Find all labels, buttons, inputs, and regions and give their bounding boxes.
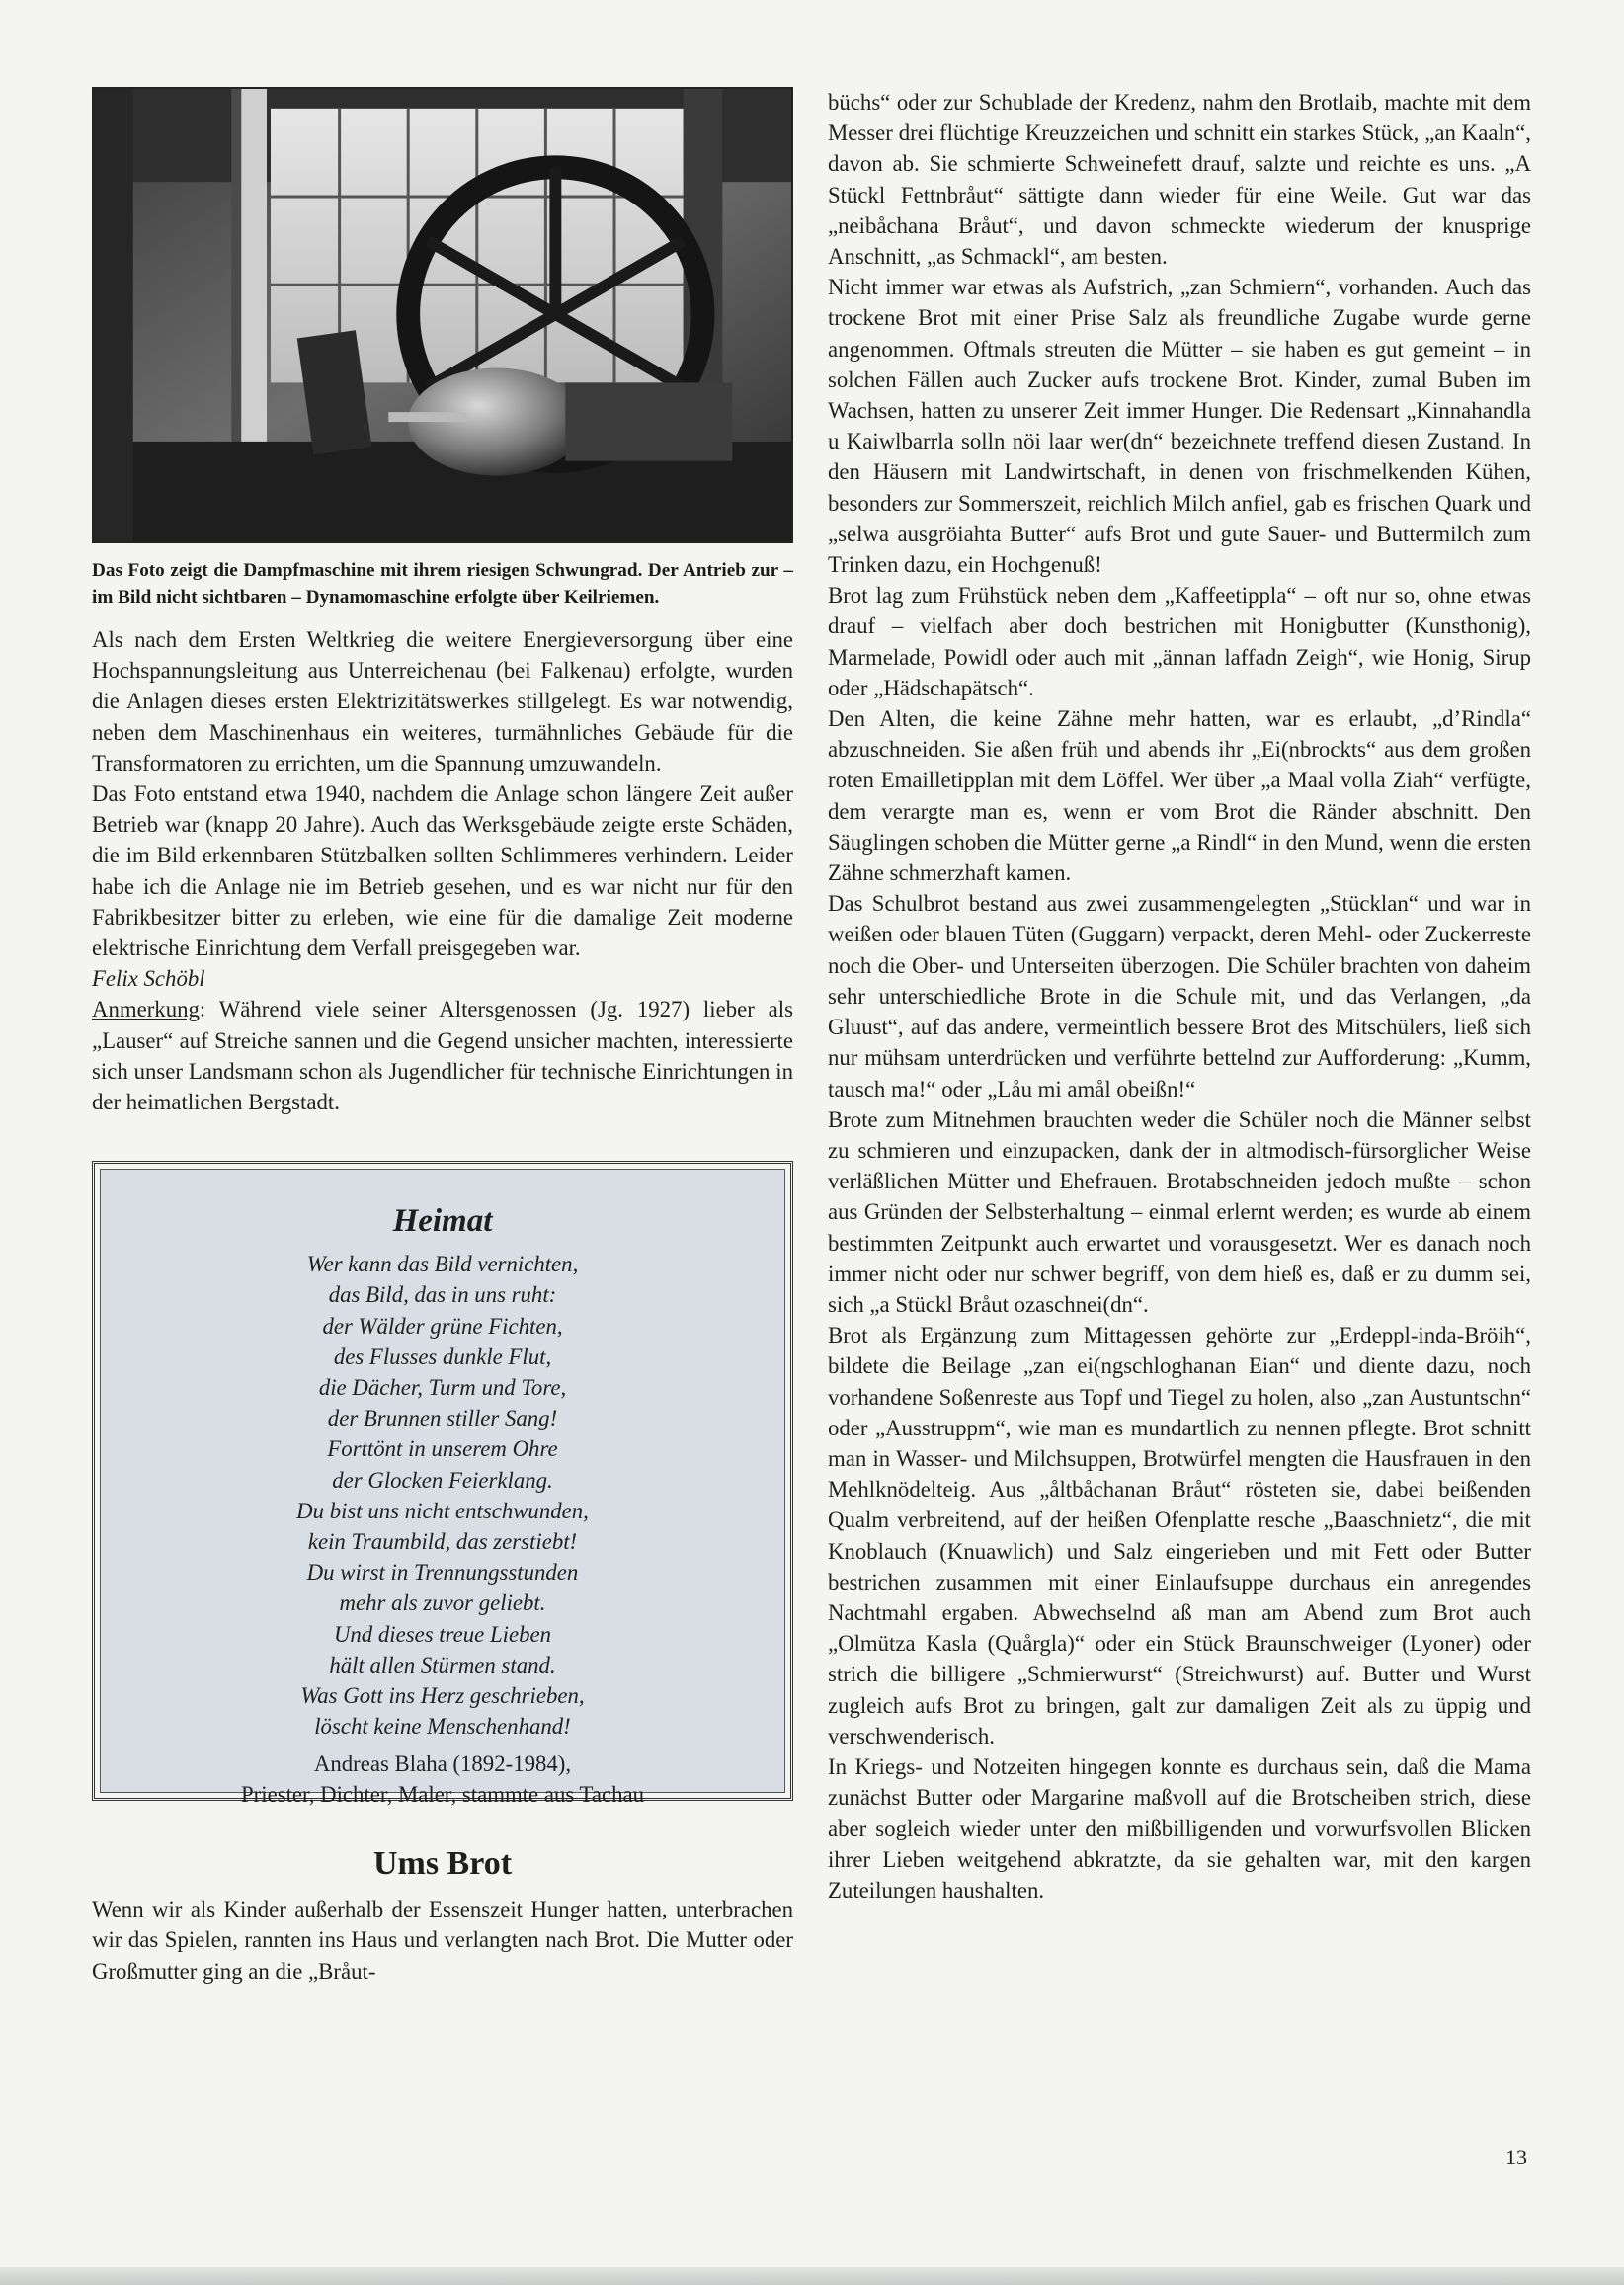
poem-line: Du bist uns nicht entschwunden, xyxy=(296,1498,589,1523)
paragraph: Das Schulbrot bestand aus zwei zusammengelegten „Stücklan“ und war in weißen oder blauen Tüten (Guggarn) verpackt, deren Mehl- oder Zuckerreste noch die Ober- und Unterseiten überzogen. Die Schüler brachten von daheim sehr unterschiedliche Brote in die Schule mit, und das Verlangen, „da Gluust“, auf das andere, vermeintlich bessere Brot des Mitschülers, ließ sich nur mühsam unterdrücken und verführte bettelnd zur Aufforderung: „Kumm, tausch ma!“ oder „Låu mi amål obeißn!“ xyxy=(828,891,1531,1102)
left-column xyxy=(92,87,793,1987)
poem-box xyxy=(92,1161,793,1807)
poem-line: löscht keine Menschenhand! xyxy=(314,1714,571,1740)
poem-line: der Wälder grüne Fichten, xyxy=(322,1313,563,1339)
poem-author xyxy=(101,1749,784,1810)
poem-line: Und dieses treue Lieben xyxy=(333,1621,552,1647)
paragraph: Als nach dem Ersten Weltkrieg die weitere Energieversorgung über eine Hochspannungsleitung aus Unterreichenau (bei Falkenau) erfolgte, wurden die Anlagen dieses ersten Elektrizitätswerkes stillgelegt. Es war notwendig, neben dem Maschinenhaus ein weiteres, turmähnliches Gebäude für die Transformatoren zu errichten, um die Spannung umzuwandeln. xyxy=(92,627,793,775)
poem-line: Wer kann das Bild vernichten, xyxy=(306,1252,579,1277)
article-intro xyxy=(92,1894,793,1987)
annotation-paragraph xyxy=(92,994,793,1117)
poem-line: mehr als zuvor geliebt. xyxy=(339,1591,546,1616)
paragraph: Den Alten, die keine Zähne mehr hatten, war es erlaubt, „d’Rindla“ abzuschneiden. Sie aßen früh und abends ihr „Ei(nbrockts“ aus dem großen roten Emailletipplan mit dem Löffel. Wer über „a Maal volla Ziah“ verfügte, dem verargte man es, wenn er vom Brot die Ränder abschnitt. Den Säuglingen schoben die Mütter gerne „a Rindl“ in den Mund, wenn die ersten Zähne schmerzhaft kamen. xyxy=(828,706,1531,886)
paragraph: Das Foto entstand etwa 1940, nachdem die Anlage schon längere Zeit außer Betrieb war (knapp 20 Jahre). Auch das Werksgebäude zeigte erste Schäden, die im Bild erkennbaren Stützbalken sollten Schlimmeres verhindern. Leider habe ich die Anlage nie im Betrieb gesehen, und es war nicht nur für den Fabrikbesitzer bitter zu erleben, wie eine für die damalige Zeit moderne elektrische Einrichtung dem Verfall preisgegeben war. xyxy=(92,781,793,961)
annotation-text: : Während viele seiner Altersgenossen (Jg. 1927) lieber als „Lauser“ auf Streiche sannen und die Gegend unsicher machten, interessierte sich unser Landsmann schon als Jugendlicher für technische Einrichtungen in der heimatlichen Bergstadt. xyxy=(92,997,793,1115)
annotation-label: Anmerkung xyxy=(92,997,200,1022)
poem-line: die Dächer, Turm und Tore, xyxy=(318,1375,567,1401)
poem-author-name: Andreas Blaha (1892-1984), xyxy=(313,1751,572,1776)
poem-line: Was Gott ins Herz geschrieben, xyxy=(300,1683,585,1709)
article-title: Ums Brot xyxy=(372,1845,513,1883)
paragraph: büchs“ oder zur Schublade der Kredenz, nahm den Brotlaib, machte mit dem Messer drei flüchtige Kreuzzeichen und schnitt ein starkes Stück, „an Kaaln“, davon ab. Sie schmierte Schweinefett drauf, salzte und reichte es uns. „A Stückl Fettnbråut“ sättigte dann wieder für eine Weile. Gut war das „neibåchana Bråut“, und davon schmeckte wiederum der knusprige Anschnitt, „as Schmackl“, am besten. xyxy=(828,90,1531,270)
poem-line: hält allen Stürmen stand. xyxy=(329,1652,556,1677)
paragraph: Wenn wir als Kinder außerhalb der Essenszeit Hunger hatten, unterbrachen wir das Spielen, rannten ins Haus und verlangten nach Brot. Die Mutter oder Großmutter ging an die „Bråut- xyxy=(92,1897,793,1984)
poem-line: kein Traumbild, das zerstiebt! xyxy=(307,1529,578,1555)
steam-engine-photo-image xyxy=(94,89,791,541)
poem-line: des Flusses dunkle Flut, xyxy=(333,1344,552,1369)
page-number: 13 xyxy=(1505,2145,1527,2169)
page-bottom-edge xyxy=(0,2267,1624,2285)
poem-title: Heimat xyxy=(392,1203,493,1240)
article-energy-text xyxy=(92,624,793,1117)
paragraph: In Kriegs- und Notzeiten hingegen konnte es durchaus sein, daß die Mama zunächst Butter oder Margarine maßvoll auf die Brotscheiben strich, diese aber sogleich wieder unter den mißbilligenden und vorwurfsvollen Blicken ihrer Lieben weitgehend abkratzte, da sie gehalten war, mit den kargen Zuteilungen haushalten. xyxy=(828,1754,1531,1903)
paragraph: Nicht immer war etwas als Aufstrich, „zan Schmiern“, vorhanden. Auch das trockene Brot mit einer Prise Salz als freundliche Zugabe wurde gerne angenommen. Oftmals streuten die Mütter – sie haben es gut gemeint – in solchen Fällen auch Zucker aufs trockene Brot. Kinder, zumal Buben im Wachsen, hatten zu unserer Zeit immer Hunger. Die Redensart „Kinnahandla u Kaiwlbarrla solln nöi laar wer(dn“ bezeichnete treffend diesen Zustand. In den Häusern mit Landwirtschaft, in denen von frischmelkenden Kühen, besonders zur Sommerszeit, reichlich Milch anfiel, gab es frischen Quark und „selwa ausgröiahta Butter“ aufs Brot und gute Sauer- und Buttermilch zum Trinken dazu, ein Hochgenuß! xyxy=(828,275,1531,578)
author-signature: Felix Schöbl xyxy=(92,966,205,992)
poem-line: Forttönt in unserem Ohre xyxy=(327,1436,558,1462)
paragraph: Brot als Ergänzung zum Mittagessen gehörte zur „Erdeppl-inda-Bröih“, bildete die Beilage „zan ei(ngschloghanan Eian“ und diente dazu, noch vorhandene Soßenreste aus Topf und Tiegel zu holen, also „zan Austuntschn“ oder „Ausstruppm“, wie man es mundartlich zu nennen pflegte. Brot schnitt man in Wasser- und Milchsuppen, Brotwürfel mengten die Hausfrauen in den Mehlknödelteig. Aus „åltbåchanan Bråut“ rösteten sie, dabei beißenden Qualm verbreitend, auf der heißen Ofenplatte resche „Baaschnietz“, die mit Knoblauch (Knuawlich) und Salz eingerieben und mit Fett oder Butter bestrichen zusammen mit einer Einlaufsuppe durchaus ein anregendes Nachtmahl ergaben. Abwechselnd aß man am Abend zum Brot auch „Olmütza Kasla (Quårgla)“ oder ein Stück Braunschweiger (Lyoner) oder strich die billigere „Schmierwurst“ (Streichwurst) auf. Butter und Wurst zugleich aufs Brot zu bringen, galt zur damaligen Zeit als zu üppig und verschwenderisch. xyxy=(828,1323,1531,1749)
steam-engine-photo xyxy=(92,87,793,543)
right-column xyxy=(828,87,1531,1906)
poem-line: der Brunnen stiller Sang! xyxy=(327,1406,558,1431)
photo-caption: Das Foto zeigt die Dampfmaschine mit ihrem riesigen Schwungrad. Der Antrieb zur – im Bild nicht sichtbaren – Dynamomaschine erfolgte über Keilriemen. xyxy=(92,560,793,608)
poem-line: das Bild, das in uns ruht: xyxy=(328,1282,557,1308)
poem-lines xyxy=(101,1249,784,1742)
poem-panel xyxy=(100,1169,785,1807)
poem-line: Du wirst in Trennungsstunden xyxy=(306,1560,579,1586)
poem-author-description: Priester, Dichter, Maler, stammte aus Tachau xyxy=(241,1781,644,1807)
paragraph: Brote zum Mitnehmen brauchten weder die Schüler noch die Männer selbst zu schmieren und einzupacken, dank der in altmodisch-fürsorglicher Weise verläßlichen Mütter und Ehefrauen. Brotabschneiden jedoch mußte – schon aus Gründen der Selbsterhaltung – einmal erlernt werden; es wurde ab einem bestimmten Zeitpunkt auch erwartet und vorausgesetzt. Wer es danach noch immer nicht oder nur schwer begriff, von dem hieß es, daß er zu dumm sei, sich „a Stückl Bråut ozaschnei(dn“. xyxy=(828,1106,1531,1317)
paragraph: Brot lag zum Frühstück neben dem „Kaffeetippla“ – oft nur so, ohne etwas drauf – vielfach aber doch bestrichen mit Honigbutter (Kunsthonig), Marmelade, Powidl oder auch mit „ännan laffadn Zeigh“, wie Honig, Sirup oder „Hädschapätsch“. xyxy=(828,583,1531,700)
poem-line: der Glocken Feierklang. xyxy=(332,1467,553,1493)
